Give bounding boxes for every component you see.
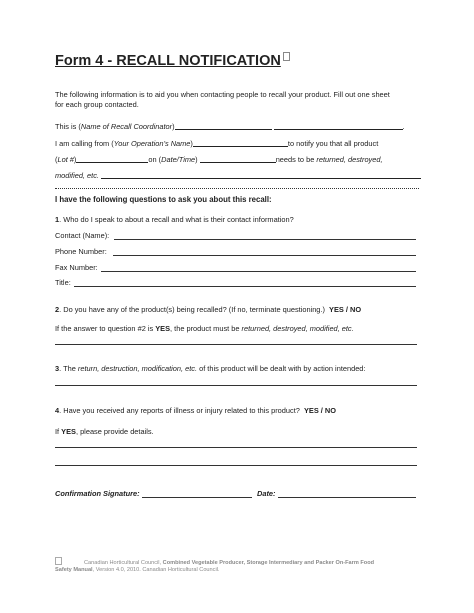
form-title: Form 4 - RECALL NOTIFICATION bbox=[55, 52, 290, 69]
footer-line-1: Canadian Horticultural Council, Combined Vegetable Producer, Storage Intermediary and Packer On-Farm Food bbox=[55, 557, 374, 568]
script-line-1: This is (Name of Recall Coordinator) . bbox=[55, 122, 405, 131]
question-1: 1. Who do I speak to about a recall and what is their contact information? bbox=[55, 215, 294, 224]
placeholder-box-icon bbox=[55, 557, 62, 565]
phone-number-line[interactable] bbox=[113, 255, 416, 256]
contact-name-line[interactable] bbox=[114, 239, 416, 240]
q4-detail-line-2[interactable] bbox=[55, 465, 417, 466]
title-label: Title: bbox=[55, 278, 71, 287]
script-line-3: (Lot #) on (Date/Time) needs to be returned, destroyed, bbox=[55, 155, 383, 164]
q4-detail-line-1[interactable] bbox=[55, 447, 417, 448]
title-line[interactable] bbox=[74, 286, 416, 287]
script-line-4 bbox=[55, 170, 421, 180]
intro-line-1: The following information is to aid you when contacting people to recall your product. Fill out one sheet bbox=[55, 90, 390, 99]
question-3: 3. The return, destruction, modification, etc. of this product will be dealt with by action intended: bbox=[55, 364, 366, 373]
contact-name-label: Contact (Name): bbox=[55, 231, 110, 240]
phone-number-label: Phone Number: bbox=[55, 247, 107, 256]
operation-blank[interactable] bbox=[193, 138, 288, 147]
notify-text: to notify you that all product bbox=[287, 139, 379, 148]
question-4-followup: If YES, please provide details. bbox=[55, 427, 154, 436]
operation-label: Your Operation’s Name bbox=[113, 139, 191, 148]
lot-label: Lot # bbox=[57, 155, 74, 164]
question-4: 4. Have you received any reports of illness or injury related to this product? YES / NO bbox=[55, 406, 337, 415]
intro-line-2: for each group contacted. bbox=[55, 100, 139, 109]
fax-number-label: Fax Number: bbox=[55, 263, 98, 272]
section-divider bbox=[55, 188, 419, 189]
questions-header: I have the following questions to ask you about this recall: bbox=[55, 195, 272, 204]
fax-number-line[interactable] bbox=[101, 271, 416, 272]
modified-blank[interactable] bbox=[101, 170, 421, 179]
date-time-blank[interactable] bbox=[200, 154, 276, 163]
footer-line-2: Safety Manual, Version 4.0, 2010. Canadian Horticultural Council. bbox=[55, 567, 220, 573]
q2-answer-line[interactable] bbox=[55, 344, 417, 345]
lot-blank[interactable] bbox=[76, 154, 148, 163]
date-time-label: Date/Time bbox=[161, 155, 196, 164]
question-2: 2. Do you have any of the product(s) being recalled? (If no, terminate questioning.) YES / NO bbox=[55, 305, 362, 314]
confirmation-signature-label: Confirmation Signature: bbox=[55, 489, 140, 498]
signature-line[interactable] bbox=[142, 497, 252, 498]
placeholder-box-icon bbox=[283, 52, 290, 61]
coordinator-blank-2[interactable] bbox=[274, 121, 403, 130]
modified-text: modified, etc. bbox=[55, 171, 99, 180]
date-line[interactable] bbox=[278, 497, 416, 498]
actions-text: returned, destroyed, bbox=[316, 155, 383, 164]
q4-yes-no: YES / NO bbox=[303, 406, 337, 415]
question-2-followup: If the answer to question #2 is YES, the product must be returned, destroyed, modified, etc. bbox=[55, 324, 354, 333]
coordinator-label: Name of Recall Coordinator bbox=[80, 122, 173, 131]
coordinator-blank[interactable] bbox=[175, 121, 272, 130]
q2-yes-no: YES / NO bbox=[329, 305, 362, 314]
q3-answer-line[interactable] bbox=[55, 385, 417, 386]
date-label: Date: bbox=[257, 489, 276, 498]
script-line-2: I am calling from (Your Operation’s Name) to notify you that all product bbox=[55, 139, 379, 148]
